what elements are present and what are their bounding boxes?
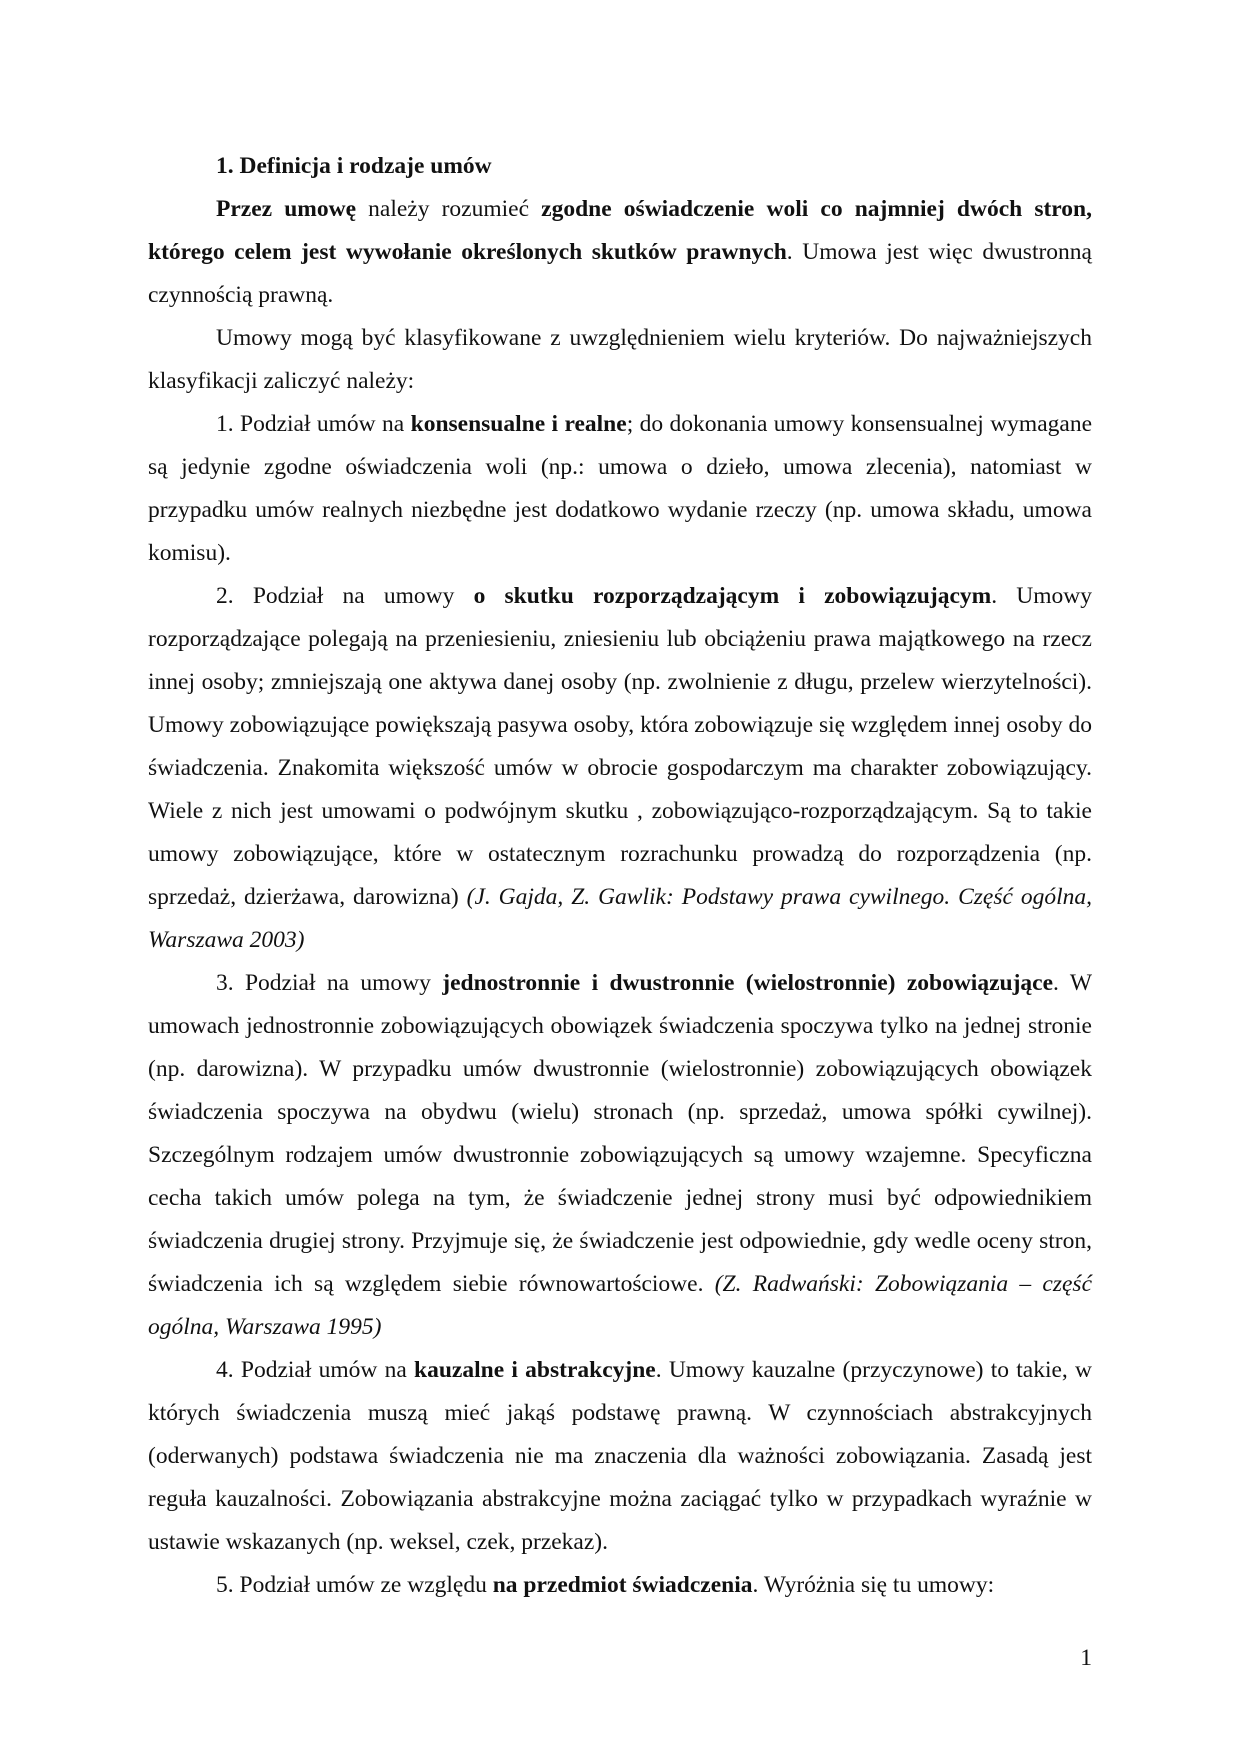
list-item-1: 1. Podział umów na konsensualne i realne; do dokonania umowy konsensualnej wymagane są jedynie zgodne oświadczenia woli (np.: umowa o dzieło, umowa zlecenia), natomiast w przypadku umów realnych niezbędne jest dodatkowo wydanie rzeczy (np. umowa składu, umowa komisu). xyxy=(148,411,1092,566)
list-item-2: 2. Podział na umowy o skutku rozporządzającym i zobowiązującym. Umowy rozporządzające polegają na przeniesieniu, zniesieniu lub obciążeniu prawa majątkowego na rzecz innej osoby; zmniejszają one aktywa danej osoby (np. zwolnienie z długu, przelew wierzytelności). Umowy zobowiązujące powiększają pasywa osoby, która zobowiązuje się względem innej osoby do świadczenia. Znakomita większość umów w obrocie gospodarczym ma charakter zobowiązujący. Wiele z nich jest umowami o podwójnym skutku , zobowiązująco-rozporządzającym. Są to takie umowy zobowiązujące, które w ostatecznym rozrachunku prowadzą do rozporządzenia (np. sprzedaż, dzierżawa, darowizna) (J. Gajda, Z. Gawlik: Podstawy prawa cywilnego. Część ogólna, Warszawa 2003) xyxy=(148,583,1092,953)
list-item-3: 3. Podział na umowy jednostronnie i dwustronnie (wielostronnie) zobowiązujące. W umowach jednostronnie zobowiązujących obowiązek świadczenia spoczywa tylko na jednej stronie (np. darowizna). W przypadku umów dwustronnie (wielostronnie) zobowiązujących obowiązek świadczenia spoczywa na obydwu (wielu) stronach (np. sprzedaż, umowa spółki cywilnej). Szczególnym rodzajem umów dwustronnie zobowiązujących są umowy wzajemne. Specyficzna cecha takich umów polega na tym, że świadczenie jednej strony musi być odpowiednikiem świadczenia drugiej strony. Przyjmuje się, że świadczenie jest odpowiednie, gdy wedle oceny stron, świadczenia ich są względem siebie równowartościowe. (Z. Radwański: Zobowiązania – część ogólna, Warszawa 1995) xyxy=(148,970,1093,1340)
citation: (J. Gajda, Z. Gawlik: Podstawy prawa cywilnego. Część ogólna, Warszawa 2003) xyxy=(148,884,1092,953)
definition-paragraph: Przez umowę należy rozumieć zgodne oświadczenie woli co najmniej dwóch stron, którego celem jest wywołanie określonych skutków prawnych. Umowa jest więc dwustronną czynnością prawną. xyxy=(148,196,1093,308)
section-heading: 1. Definicja i rodzaje umów xyxy=(216,153,492,179)
page-content xyxy=(148,145,1092,1607)
list-item-5: 5. Podział umów ze względu na przedmiot świadczenia. Wyróżnia się tu umowy: xyxy=(216,1572,995,1598)
bold-definition: zgodne oświadczenie woli co najmniej dwóch stron, którego celem jest wywołanie określonych skutków prawnych xyxy=(148,196,1093,265)
page-number: 1 xyxy=(1080,1645,1092,1671)
list-item-4: 4. Podział umów na kauzalne i abstrakcyjne. Umowy kauzalne (przyczynowe) to takie, w których świadczenia muszą mieć jakąś podstawę prawną. W czynnościach abstrakcyjnych (oderwanych) podstawa świadczenia nie ma znaczenia dla ważności zobowiązania. Zasadą jest reguła kauzalności. Zobowiązania abstrakcyjne można zaciągać tylko w przypadkach wyraźnie w ustawie wskazanych (np. weksel, czek, przekaz). xyxy=(148,1357,1092,1555)
bold-term: Przez umowę xyxy=(216,196,357,222)
intro-paragraph: Umowy mogą być klasyfikowane z uwzględnieniem wielu kryteriów. Do najważniejszych klasyfikacji zaliczyć należy: xyxy=(148,325,1092,394)
citation: (Z. Radwański: Zobowiązania – część ogólna, Warszawa 1995) xyxy=(148,1271,1092,1340)
